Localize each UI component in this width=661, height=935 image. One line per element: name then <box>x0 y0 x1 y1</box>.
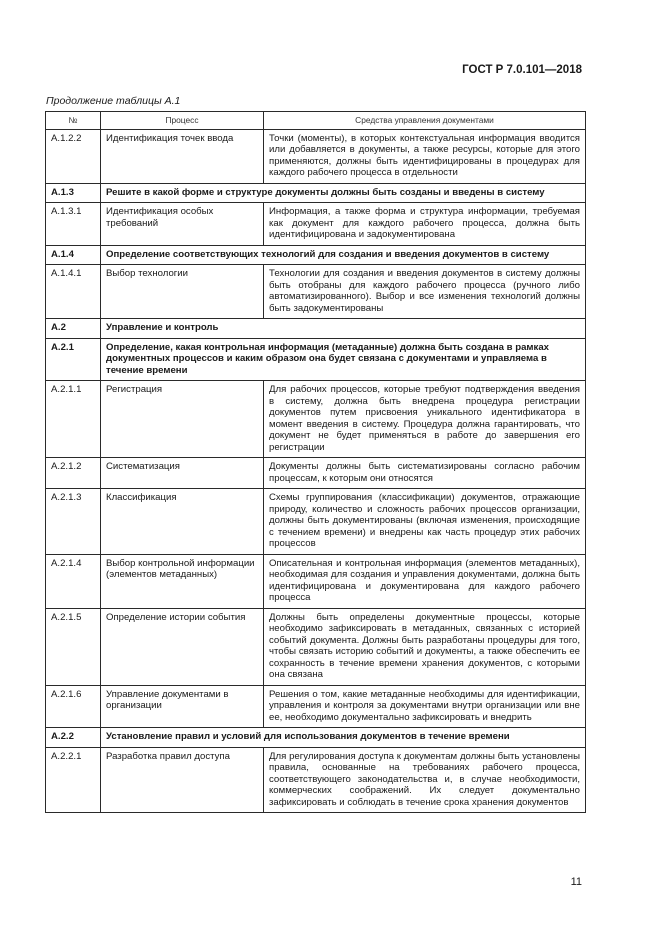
table-header-row <box>46 112 586 130</box>
row-id: A.1.3.1 <box>46 203 101 246</box>
row-id: A.2.1.2 <box>46 458 101 489</box>
column-header-number: № <box>46 112 101 130</box>
table-continuation-caption: Продолжение таблицы А.1 <box>46 95 181 107</box>
table-row <box>46 554 586 608</box>
tools-cell: Для рабочих процессов, которые требуют подтверждения введения в систему, должна быть внедрена процедура регистрации документов путем присвоения уникального идентификатора в момент введения в систему. Процедура должна гарантировать, что документ не будет применяться в работе до завершения его регистрации <box>264 381 586 458</box>
tools-cell: Решения о том, какие метаданные необходимы для идентификации, управления и контроля за документами внутри организации или вне ее, необходимо документально зафиксировать и внедрить <box>264 685 586 728</box>
process-cell: Систематизация <box>101 458 264 489</box>
row-id: A.1.3 <box>46 183 101 203</box>
column-header-tools: Средства управления документами <box>264 112 586 130</box>
tools-cell: Схемы группирования (классификации) документов, отражающие природу, количество и сложность рабочих процессов организации, должны быть документированы (включая изменения, происходящие с течением времени) и внедрены как часть процедур этих рабочих процессов <box>264 489 586 555</box>
section-title: Установление правил и условий для использования документов в течение времени <box>101 728 586 748</box>
table-row <box>46 608 586 685</box>
section-title: Управление и контроль <box>101 319 586 339</box>
row-id: A.2.2.1 <box>46 747 101 813</box>
row-id: A.2.1.3 <box>46 489 101 555</box>
process-cell: Управление документами в организации <box>101 685 264 728</box>
table-row <box>46 265 586 319</box>
column-header-process: Процесс <box>101 112 264 130</box>
tools-cell: Точки (моменты), в которых контекстуальная информация вводится или добавляется в документы, а также ресурсы, которые для этого применяются, должны быть идентифицированы в процедурах для каждого рабочего процесса в отдельности <box>264 129 586 183</box>
row-id: A.1.4 <box>46 245 101 265</box>
table-row <box>46 747 586 813</box>
section-row <box>46 728 586 748</box>
process-cell: Идентификация особых требований <box>101 203 264 246</box>
tools-cell: Информация, а также форма и структура информации, требуемая как документ для каждого рабочего процесса, должна быть идентифицирована и задокументирована <box>264 203 586 246</box>
row-id: A.2.1.4 <box>46 554 101 608</box>
tools-cell: Для регулирования доступа к документам должны быть установлены правила, основанные на требованиях рабочего процесса, соответствующего законодательства и, в случае необходимости, коммерческих соображений. Их следует документально зафиксировать и соблюдать в течение срока хранения документов <box>264 747 586 813</box>
section-title: Определение, какая контрольная информация (метаданные) должна быть создана в рамках документных процессов и каким образом она будет связана с документами и управляема в течение времени <box>101 338 586 381</box>
process-cell: Разработка правил доступа <box>101 747 264 813</box>
table-row <box>46 685 586 728</box>
row-id: A.1.2.2 <box>46 129 101 183</box>
standard-number: ГОСТ Р 7.0.101—2018 <box>462 64 582 76</box>
process-cell: Классификация <box>101 489 264 555</box>
table-row <box>46 203 586 246</box>
process-cell: Выбор технологии <box>101 265 264 319</box>
section-row <box>46 245 586 265</box>
section-row <box>46 183 586 203</box>
row-id: A.2.1.6 <box>46 685 101 728</box>
section-title: Определение соответствующих технологий для создания и введения документов в систему <box>101 245 586 265</box>
process-cell: Идентификация точек ввода <box>101 129 264 183</box>
page-number: 11 <box>570 876 582 888</box>
table-row <box>46 129 586 183</box>
process-cell: Выбор контрольной информации (элементов метаданных) <box>101 554 264 608</box>
process-cell: Регистрация <box>101 381 264 458</box>
table-row <box>46 458 586 489</box>
table-row <box>46 489 586 555</box>
section-row <box>46 319 586 339</box>
table-row <box>46 381 586 458</box>
tools-cell: Технологии для создания и введения документов в систему должны быть отобраны для каждого рабочего процесса (ручного либо автоматизированного). Выбор и все изменения технологий должны быть задокументированы <box>264 265 586 319</box>
row-id: A.2.1.5 <box>46 608 101 685</box>
row-id: A.2.1.1 <box>46 381 101 458</box>
row-id: A.2.2 <box>46 728 101 748</box>
process-cell: Определение истории события <box>101 608 264 685</box>
section-title: Решите в какой форме и структуре документы должны быть созданы и введены в систему <box>101 183 586 203</box>
records-management-table <box>45 111 586 813</box>
row-id: A.2.1 <box>46 338 101 381</box>
row-id: A.2 <box>46 319 101 339</box>
table-body <box>46 129 586 813</box>
tools-cell: Описательная и контрольная информация (элементов метаданных), необходимая для создания и управления документами, должна быть идентифицирована и документирована для каждого рабочего процесса <box>264 554 586 608</box>
tools-cell: Должны быть определены документные процессы, которые необходимо зафиксировать в метаданных, связанных с историей событий документа. Должны быть разработаны процедуры для того, чтобы связать историю событий и документы, а также обеспечить ее сохранность в течение времени хранения документов, с которыми она связана <box>264 608 586 685</box>
tools-cell: Документы должны быть систематизированы согласно рабочим процессам, к которым они относятся <box>264 458 586 489</box>
row-id: A.1.4.1 <box>46 265 101 319</box>
section-row <box>46 338 586 381</box>
